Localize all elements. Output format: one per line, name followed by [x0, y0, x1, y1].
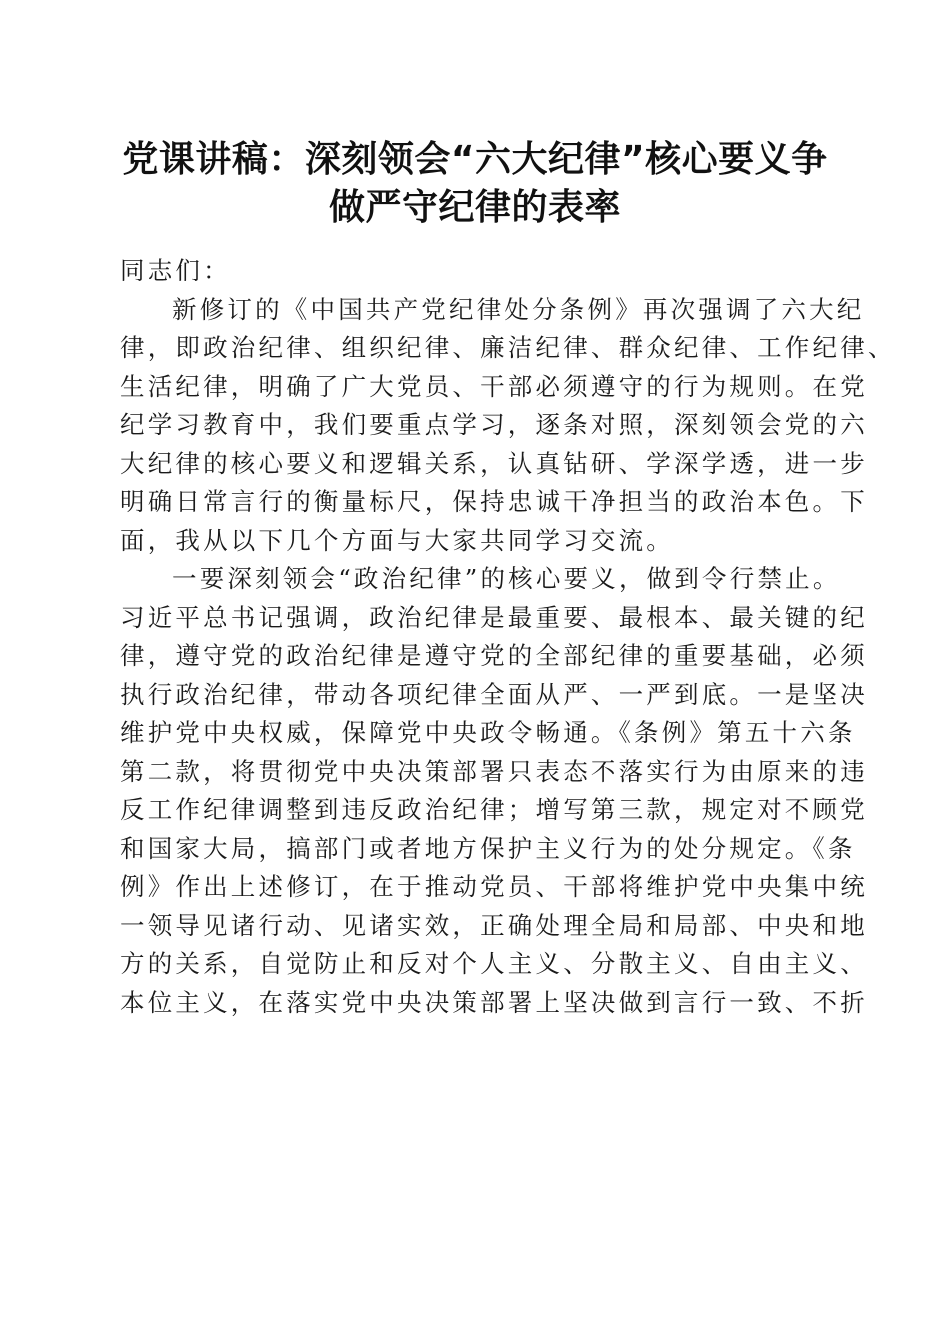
body-line: 纪学习教育中，我们要重点学习，逐条对照，深刻领会党的六 — [120, 410, 868, 439]
body-line: 第二款，将贯彻党中央决策部署只表态不落实行为由原来的违 — [120, 756, 868, 786]
body-line: 习近平总书记强调，政治纪律是最重要、最根本、最关键的纪 — [120, 602, 868, 632]
body-line: 例》作出上述修订，在于推动党员、干部将维护党中央集中统 — [120, 872, 868, 901]
document-title-line-1: 党课讲稿：深刻领会“六大纪律”核心要义争 — [122, 139, 828, 180]
document-body — [120, 252, 896, 1022]
body-line: 维护党中央权威，保障党中央政令畅通。《条例》第五十六条 — [120, 718, 856, 747]
body-line: 和国家大局，搞部门或者地方保护主义行为的处分规定。《条 — [120, 833, 856, 863]
body-line: 大纪律的核心要义和逻辑关系，认真钻研、学深学透，进一步 — [120, 448, 868, 478]
body-line: 方的关系，自觉防止和反对个人主义、分散主义、自由主义、 — [120, 949, 868, 978]
body-line: 明确日常言行的衡量标尺，保持忠诚干净担当的政治本色。下 — [120, 487, 868, 516]
body-line: 律，即政治纪律、组织纪律、廉洁纪律、群众纪律、工作纪律、 — [120, 333, 896, 362]
body-line: 新修订的《中国共产党纪律处分条例》再次强调了六大纪 — [172, 294, 865, 324]
document-title-line-2: 做严守纪律的表率 — [328, 187, 621, 228]
body-line: 一领导见诸行动、见诸实效，正确处理全局和局部、中央和地 — [120, 910, 868, 940]
salutation: 同志们： — [120, 256, 231, 285]
body-line: 执行政治纪律，带动各项纪律全面从严、一严到底。一是坚决 — [120, 679, 868, 709]
body-line: 面，我从以下几个方面与大家共同学习交流。 — [120, 525, 674, 555]
body-line: 反工作纪律调整到违反政治纪律；增写第三款，规定对不顾党 — [120, 795, 868, 824]
body-line: 本位主义，在落实党中央决策部署上坚决做到言行一致、不折 — [120, 987, 868, 1017]
body-line: 律，遵守党的政治纪律是遵守党的全部纪律的重要基础，必须 — [120, 641, 868, 670]
body-line: 一要深刻领会“政治纪律”的核心要义，做到令行禁止。 — [172, 564, 841, 593]
body-line: 生活纪律，明确了广大党员、干部必须遵守的行为规则。在党 — [120, 371, 868, 401]
